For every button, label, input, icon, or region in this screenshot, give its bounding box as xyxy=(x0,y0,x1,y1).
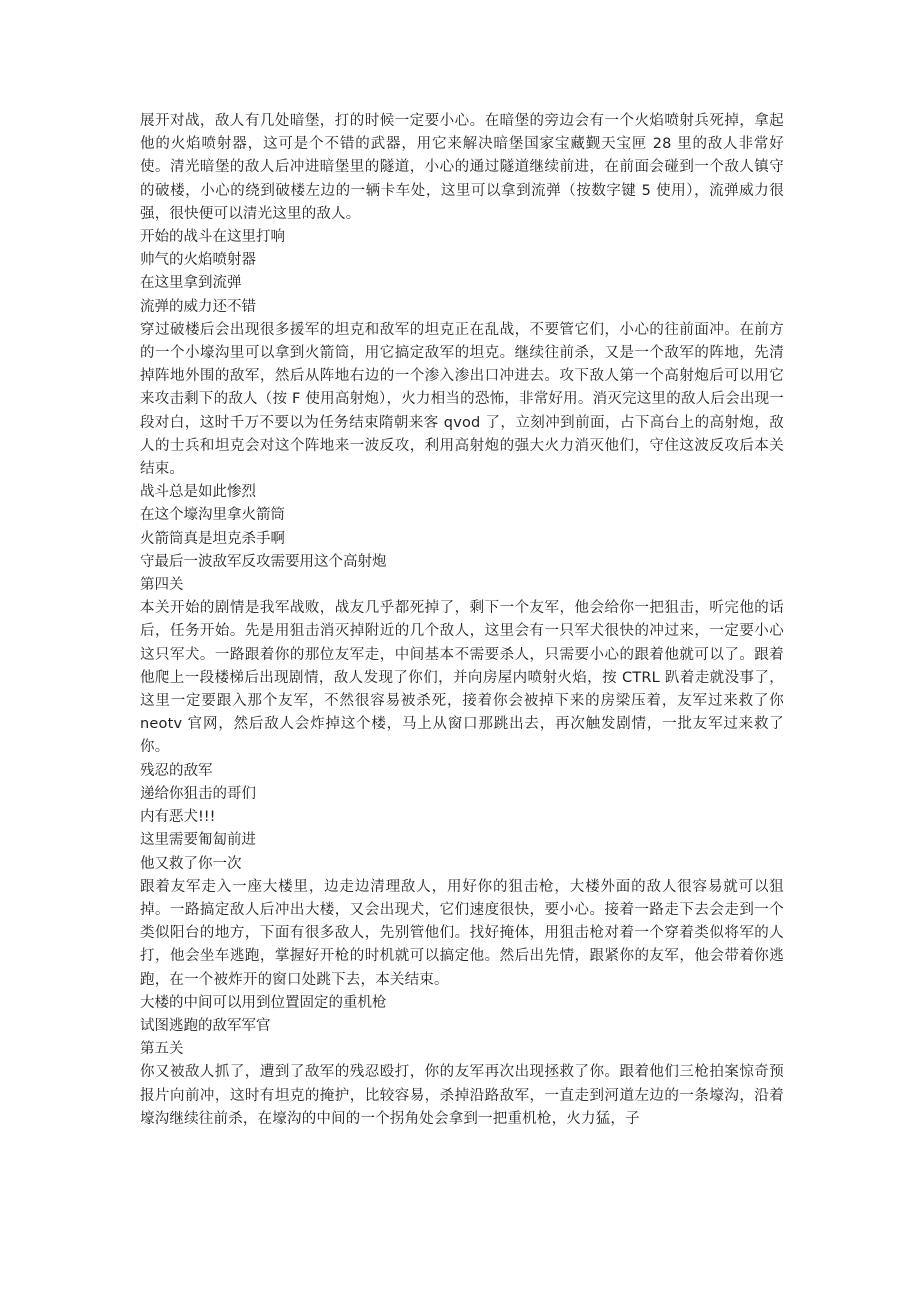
image-caption: 在这个壕沟里拿火箭筒 xyxy=(140,507,285,524)
image-caption: 守最后一波敌军反攻需要用这个高射炮 xyxy=(140,553,387,570)
image-caption: 战斗总是如此惨烈 xyxy=(140,484,256,501)
image-caption: 他又救了你一次 xyxy=(140,855,242,872)
image-caption: 帅气的火焰喷射器 xyxy=(140,252,256,269)
image-caption: 流弹的威力还不错 xyxy=(140,298,256,315)
paragraph: 你又被敌人抓了，遭到了敌军的残忍殴打，你的友军再次出现拯救了你。跟着他们三枪拍案惊奇预报片向前冲，这时有坦克的掩护，比较容易，杀掉沿路敌军，一直走到河道左边的一条壕沟，沿着壕沟继续往前杀，在壕沟的中间的一个拐角处会拿到一把重机枪，火力猛，子 xyxy=(140,1064,784,1127)
image-caption: 大楼的中间可以用到位置固定的重机枪 xyxy=(140,994,387,1011)
paragraph: 展开对战，敌人有几处暗堡，打的时候一定要小心。在暗堡的旁边会有一个火焰喷射兵死掉，拿起他的火焰喷射器，这可是个不错的武器，用它来解决暗堡国家宝藏觐天宝匣 28 里的敌人非常好使。清光暗堡的敌人后冲进暗堡里的隧道，小心的通过隧道继续前进，在前面会碰到一个敌人镇守的破楼，小心的绕到破楼左边的一辆卡车处，这里可以拿到流弹（按数字键 5 使用），流弹威力很强，很快便可以清光这里的敌人。 xyxy=(140,113,784,222)
level-heading: 第五关 xyxy=(140,1041,184,1058)
image-caption: 这里需要匍匐前进 xyxy=(140,832,256,849)
image-caption: 残忍的敌军 xyxy=(140,762,213,779)
image-caption: 试图逃跑的敌军军官 xyxy=(140,1017,271,1034)
image-caption: 火箭筒真是坦克杀手啊 xyxy=(140,530,285,547)
image-caption: 在这里拿到流弹 xyxy=(140,275,242,292)
document-body xyxy=(140,110,784,1131)
image-caption: 内有恶犬!!! xyxy=(140,809,216,826)
image-caption: 递给你狙击的哥们 xyxy=(140,785,256,802)
image-caption: 开始的战斗在这里打响 xyxy=(140,229,285,246)
paragraph: 本关开始的剧情是我军战败，战友几乎都死掉了，剩下一个友军，他会给你一把狙击，听完他的话后，任务开始。先是用狙击消灭掉附近的几个敌人，这里会有一只军犬很快的冲过来，一定要小心这只军犬。一路跟着你的那位友军走，中间基本不需要杀人，只需要小心的跟着他就可以了。跟着他爬上一段楼梯后出现剧情，敌人发现了你们，并向房屋内喷射火焰，按 CTRL 趴着走就没事了，这里一定要跟入那个友军，不然很容易被杀死，接着你会被掉下来的房梁压着，友军过来救了你 neotv 官网，然后敌人会炸掉这个楼，马上从窗口那跳出去，再次触发剧情，一批友军过来救了你。 xyxy=(140,600,784,756)
paragraph: 穿过破楼后会出现很多援军的坦克和敌军的坦克正在乱战，不要管它们，小心的往前面冲。在前方的一个小壕沟里可以拿到火箭筒，用它搞定敌军的坦克。继续往前杀，又是一个敌军的阵地，先清掉阵地外围的敌军，然后从阵地右边的一个渗入渗出口冲进去。攻下敌人第一个高射炮后可以用它来攻击剩下的敌人（按 F 使用高射炮），火力相当的恐怖，非常好用。消灭完这里的敌人后会出现一段对白，这时千万不要以为任务结束隋朝来客 qvod 了，立刻冲到前面，占下高台上的高射炮，敌人的士兵和坦克会对这个阵地来一波反攻，利用高射炮的强大火力消灭他们，守住这波反攻后本关结束。 xyxy=(140,321,784,478)
paragraph: 跟着友军走入一座大楼里，边走边清理敌人，用好你的狙击枪，大楼外面的敌人很容易就可以狙掉。一路搞定敌人后冲出大楼，又会出现犬，它们速度很快，要小心。接着一路走下去会走到一个类似阳台的地方，下面有很多敌人，先别管他们。找好掩体，用狙击枪对着一个穿着类似将军的人打，他会坐车逃跑，掌握好开枪的时机就可以搞定他。然后出先情，跟紧你的友军，他会带着你逃跑，在一个被炸开的窗口处跳下去，本关结束。 xyxy=(140,878,784,988)
level-heading: 第四关 xyxy=(140,577,184,594)
